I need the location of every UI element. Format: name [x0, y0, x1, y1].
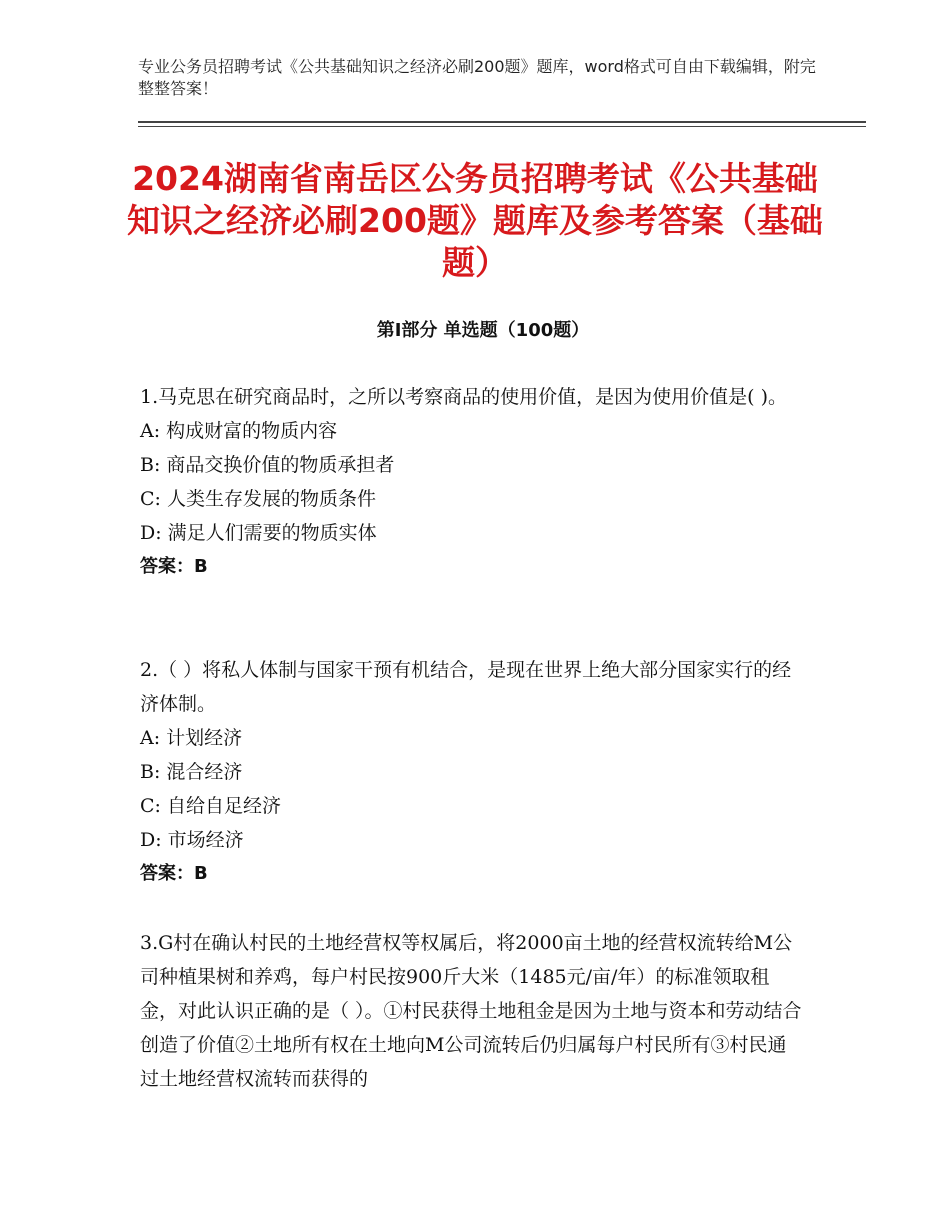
- option-d: D: 市场经济: [140, 829, 244, 851]
- question-1: [140, 380, 805, 584]
- question-3: [140, 926, 805, 1096]
- question-stem: 3.G村在确认村民的土地经营权等权属后，将2000亩土地的经营权流转给M公司种植果树和养鸡，每户村民按900斤大米（1485元/亩/年）的标准领取租金，对此认识正确的是（ ）。①村民获得土地租金是因为土地与资本和劳动结合创造了价值②土地所有权在土地向M公司流转后仍归属每户村民所有③村民通过土地经营权流转而获得的: [140, 932, 802, 1090]
- header-note: 专业公务员招聘考试《公共基础知识之经济必刷200题》题库，word格式可自由下载编辑，附完整整答案！: [138, 57, 816, 98]
- document-title: 2024湖南省南岳区公务员招聘考试《公共基础知识之经济必刷200题》题库及参考答案（基础题）: [127, 159, 823, 282]
- option-d: D: 满足人们需要的物质实体: [140, 522, 377, 544]
- option-a: A: 构成财富的物质内容: [140, 420, 338, 442]
- answer: 答案：B: [140, 863, 208, 884]
- option-c: C: 自给自足经济: [140, 795, 281, 817]
- option-c: C: 人类生存发展的物质条件: [140, 488, 376, 510]
- header-rule-thin: [138, 126, 866, 127]
- option-b: B: 商品交换价值的物质承担者: [140, 454, 395, 476]
- option-b: B: 混合经济: [140, 761, 243, 783]
- header-rule-thick: [138, 121, 866, 123]
- answer: 答案：B: [140, 556, 208, 577]
- question-stem: 2.（ ）将私人体制与国家干预有机结合，是现在世界上绝大部分国家实行的经济体制。: [140, 659, 792, 715]
- question-stem: 1.马克思在研究商品时，之所以考察商品的使用价值，是因为使用价值是( )。: [140, 386, 787, 408]
- section-title: 第Ⅰ部分 单选题（100题）: [376, 320, 590, 341]
- option-a: A: 计划经济: [140, 727, 243, 749]
- question-2: [140, 653, 805, 891]
